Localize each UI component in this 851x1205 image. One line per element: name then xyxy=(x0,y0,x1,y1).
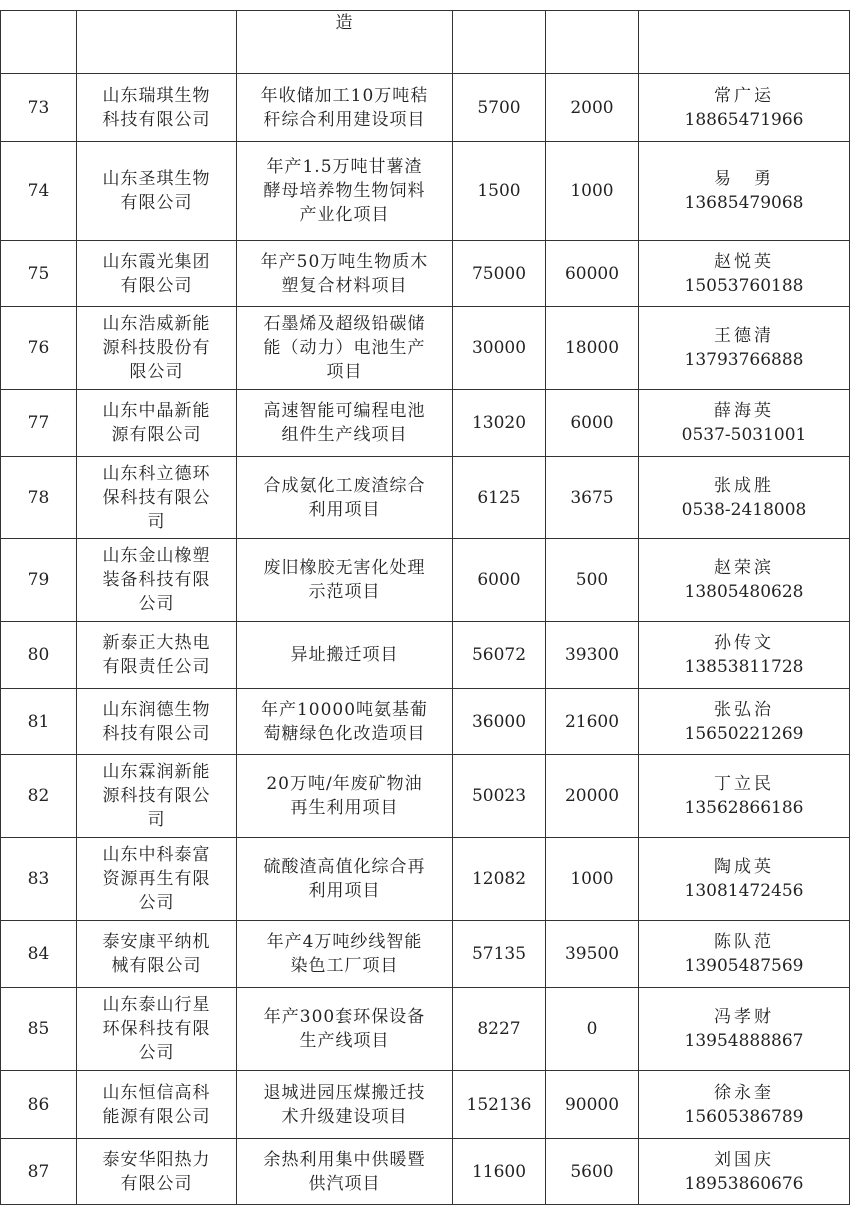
company-line: 环保科技有限 xyxy=(102,1019,211,1039)
company-line: 公司 xyxy=(138,594,175,614)
project-line: 硫酸渣高值化综合再 xyxy=(263,857,426,877)
company-line: 保科技有限公 xyxy=(102,487,211,508)
company-line: 限公司 xyxy=(129,362,184,382)
table-row xyxy=(1,838,850,921)
company-line: 山东泰山行星 xyxy=(102,995,211,1015)
table-row xyxy=(1,390,850,457)
contact-phone: 13081472456 xyxy=(684,881,804,901)
cell-project xyxy=(237,622,453,689)
project-line: 利用项目 xyxy=(308,881,381,901)
project-line: 塑复合材料项目 xyxy=(281,275,408,296)
contact-name: 常广运 xyxy=(714,85,774,106)
table-row xyxy=(1,74,850,142)
table-row xyxy=(1,1139,850,1205)
company-line: 泰安华阳热力 xyxy=(102,1149,211,1170)
project-line: 利用项目 xyxy=(308,499,381,520)
cell-investment: 56072 xyxy=(453,622,546,689)
contact-name: 徐永奎 xyxy=(714,1082,774,1103)
company-line: 山东润德生物 xyxy=(102,699,211,720)
table-row xyxy=(1,307,850,390)
project-line: 年收储加工10万吨秸 xyxy=(260,85,429,106)
cell-company xyxy=(77,755,237,838)
table-row xyxy=(1,689,850,755)
cell-completed: 18000 xyxy=(546,307,639,390)
company-line: 山东恒信高科 xyxy=(102,1082,211,1103)
cell-investment: 8227 xyxy=(453,988,546,1071)
project-line: 异址搬迁项目 xyxy=(290,645,399,665)
cell-company xyxy=(77,1071,237,1139)
cell-contact xyxy=(639,11,850,74)
cell-completed: 39300 xyxy=(546,622,639,689)
company-line: 源科技股份有 xyxy=(102,338,211,358)
contact-name: 孙传文 xyxy=(714,633,774,653)
project-line: 产业化项目 xyxy=(299,205,390,225)
table-row xyxy=(1,755,850,838)
project-line: 废旧橡胶无害化处理 xyxy=(263,558,426,578)
cell-contact xyxy=(639,838,850,921)
cell-no: 74 xyxy=(1,142,77,241)
cell-contact xyxy=(639,689,850,755)
cell-project xyxy=(237,539,453,622)
company-line: 山东霖润新能 xyxy=(102,762,211,782)
cell-project: 造 xyxy=(237,11,453,74)
cell-company xyxy=(77,307,237,390)
company-line: 泰安康平纳机 xyxy=(102,932,211,952)
table-row xyxy=(1,241,850,307)
cell-no: 76 xyxy=(1,307,77,390)
cell-company xyxy=(77,390,237,457)
contact-phone: 13793766888 xyxy=(684,350,804,370)
table-row xyxy=(1,622,850,689)
company-line: 新泰正大热电 xyxy=(102,633,211,653)
contact-name: 赵悦英 xyxy=(714,251,774,272)
contact-name: 薛海英 xyxy=(714,401,774,421)
table-body xyxy=(1,11,850,1205)
cell-contact xyxy=(639,1071,850,1139)
cell-contact xyxy=(639,307,850,390)
project-line: 余热利用集中供暖暨 xyxy=(263,1149,426,1170)
contact-name: 刘国庆 xyxy=(714,1149,774,1170)
company-line: 山东圣琪生物 xyxy=(102,169,211,189)
company-line: 资源再生有限 xyxy=(102,869,211,889)
cell-company xyxy=(77,142,237,241)
company-line: 山东金山橡塑 xyxy=(102,546,211,566)
contact-name: 冯孝财 xyxy=(714,1007,774,1027)
cell-contact xyxy=(639,921,850,988)
cell-company xyxy=(77,74,237,142)
cell-contact xyxy=(639,142,850,241)
project-line: 退城进园压煤搬迁技 xyxy=(263,1082,426,1103)
company-line: 源有限公司 xyxy=(111,425,202,445)
cell-investment: 13020 xyxy=(453,390,546,457)
cell-project xyxy=(237,1139,453,1205)
contact-name: 王德清 xyxy=(714,326,774,346)
project-line: 术升级建设项目 xyxy=(281,1106,408,1127)
project-line: 生产线项目 xyxy=(299,1031,390,1051)
cell-completed: 1000 xyxy=(546,838,639,921)
cell-investment: 6125 xyxy=(453,457,546,539)
company-line: 山东中晶新能 xyxy=(102,401,211,421)
cell-company xyxy=(77,457,237,539)
cell-no: 84 xyxy=(1,921,77,988)
cell-contact xyxy=(639,622,850,689)
cell-project xyxy=(237,838,453,921)
cell-completed: 500 xyxy=(546,539,639,622)
cell-project xyxy=(237,921,453,988)
cell-no: 82 xyxy=(1,755,77,838)
cell-contact xyxy=(639,755,850,838)
contact-name: 丁立民 xyxy=(714,774,774,794)
contact-phone: 15053760188 xyxy=(684,275,804,296)
company-line: 司 xyxy=(147,511,166,532)
cell-company xyxy=(77,689,237,755)
cell-contact xyxy=(639,1139,850,1205)
contact-name: 陈队范 xyxy=(714,932,774,952)
contact-name: 张成胜 xyxy=(714,475,774,496)
company-line: 山东霞光集团 xyxy=(102,251,211,272)
cell-investment: 57135 xyxy=(453,921,546,988)
cell-completed: 6000 xyxy=(546,390,639,457)
cell-investment: 6000 xyxy=(453,539,546,622)
cell-no: 86 xyxy=(1,1071,77,1139)
contact-name: 易 勇 xyxy=(714,169,774,189)
cell-no: 81 xyxy=(1,689,77,755)
cell-no: 73 xyxy=(1,74,77,142)
cell-completed: 60000 xyxy=(546,241,639,307)
project-line: 供汽项目 xyxy=(308,1173,381,1194)
cell-investment: 12082 xyxy=(453,838,546,921)
cell-no: 83 xyxy=(1,838,77,921)
company-line: 山东中科泰富 xyxy=(102,845,211,865)
project-line: 萄糖绿色化改造项目 xyxy=(263,723,426,744)
project-line: 合成氨化工废渣综合 xyxy=(263,475,426,496)
contact-phone: 13805480628 xyxy=(684,582,804,602)
company-line: 司 xyxy=(147,810,166,830)
cell-contact xyxy=(639,457,850,539)
company-line: 科技有限公司 xyxy=(102,109,211,130)
cell-contact xyxy=(639,390,850,457)
project-line: 年产10000吨氨基葡 xyxy=(260,699,429,720)
cell-company xyxy=(77,622,237,689)
company-line: 科技有限公司 xyxy=(102,723,211,744)
company-line: 装备科技有限 xyxy=(102,570,211,590)
cell-project xyxy=(237,1071,453,1139)
company-line: 山东科立德环 xyxy=(102,463,211,484)
cell-completed: 5600 xyxy=(546,1139,639,1205)
cell-investment: 30000 xyxy=(453,307,546,390)
contact-name: 陶成英 xyxy=(714,857,774,877)
contact-phone: 15650221269 xyxy=(684,723,804,744)
company-line: 山东浩威新能 xyxy=(102,314,211,334)
cell-no: 78 xyxy=(1,457,77,539)
cell-company xyxy=(77,1139,237,1205)
cell-company xyxy=(77,241,237,307)
cell-investment: 11600 xyxy=(453,1139,546,1205)
table-row-continued xyxy=(1,11,850,74)
cell-completed: 0 xyxy=(546,988,639,1071)
contact-name: 赵荣滨 xyxy=(714,558,774,578)
cell-contact xyxy=(639,539,850,622)
project-table xyxy=(0,10,850,1205)
contact-phone: 13954888867 xyxy=(684,1031,804,1051)
table-row xyxy=(1,1071,850,1139)
cell-project xyxy=(237,74,453,142)
company-line: 有限责任公司 xyxy=(102,657,211,677)
cell-completed xyxy=(546,11,639,74)
cell-company xyxy=(77,921,237,988)
cell-investment xyxy=(453,11,546,74)
contact-phone: 0538-2418008 xyxy=(681,499,807,520)
contact-phone: 13685479068 xyxy=(684,193,804,213)
cell-investment: 5700 xyxy=(453,74,546,142)
cell-project xyxy=(237,241,453,307)
table-row xyxy=(1,539,850,622)
cell-contact xyxy=(639,241,850,307)
project-line: 秆综合利用建设项目 xyxy=(263,109,426,130)
cell-completed: 39500 xyxy=(546,921,639,988)
project-line: 组件生产线项目 xyxy=(281,425,408,445)
contact-phone: 15605386789 xyxy=(684,1106,804,1127)
project-line: 年产300套环保设备 xyxy=(263,1007,426,1027)
cell-project xyxy=(237,689,453,755)
project-line: 年产1.5万吨甘薯渣 xyxy=(266,157,423,177)
project-line: 年产4万吨纱线智能 xyxy=(266,932,423,952)
cell-completed: 20000 xyxy=(546,755,639,838)
cell-project xyxy=(237,457,453,539)
cell-investment: 1500 xyxy=(453,142,546,241)
table-row xyxy=(1,457,850,539)
company-line: 有限公司 xyxy=(120,275,193,296)
company-line: 源科技有限公 xyxy=(102,786,211,806)
cell-project xyxy=(237,988,453,1071)
contact-phone: 0537-5031001 xyxy=(681,425,807,445)
cell-project xyxy=(237,390,453,457)
company-line: 公司 xyxy=(138,893,175,913)
cell-no xyxy=(1,11,77,74)
cell-no: 85 xyxy=(1,988,77,1071)
cell-completed: 21600 xyxy=(546,689,639,755)
cell-project xyxy=(237,307,453,390)
project-line: 年产50万吨生物质木 xyxy=(260,251,429,272)
table-row xyxy=(1,142,850,241)
project-line: 再生利用项目 xyxy=(290,798,399,818)
contact-phone: 13853811728 xyxy=(684,657,804,677)
table-row xyxy=(1,988,850,1071)
company-line: 公司 xyxy=(138,1043,175,1063)
company-line: 有限公司 xyxy=(120,1173,193,1194)
cell-no: 80 xyxy=(1,622,77,689)
cell-company xyxy=(77,988,237,1071)
cell-investment: 50023 xyxy=(453,755,546,838)
company-line: 有限公司 xyxy=(120,193,193,213)
cell-investment: 75000 xyxy=(453,241,546,307)
cell-completed: 3675 xyxy=(546,457,639,539)
cell-completed: 2000 xyxy=(546,74,639,142)
project-line: 项目 xyxy=(326,362,363,382)
cell-company xyxy=(77,11,237,74)
contact-phone: 13905487569 xyxy=(684,956,804,976)
cell-no: 87 xyxy=(1,1139,77,1205)
cell-no: 75 xyxy=(1,241,77,307)
contact-phone: 18865471966 xyxy=(684,109,804,130)
project-line: 染色工厂项目 xyxy=(290,956,399,976)
cell-company xyxy=(77,838,237,921)
cell-investment: 36000 xyxy=(453,689,546,755)
project-line: 石墨烯及超级铅碳储 xyxy=(263,314,426,334)
company-line: 山东瑞琪生物 xyxy=(102,85,211,106)
project-line: 能（动力）电池生产 xyxy=(263,338,426,358)
cell-project xyxy=(237,755,453,838)
project-line: 酵母培养物生物饲料 xyxy=(263,181,426,201)
project-line: 高速智能可编程电池 xyxy=(263,401,426,421)
company-line: 械有限公司 xyxy=(111,956,202,976)
table-row xyxy=(1,921,850,988)
cell-company xyxy=(77,539,237,622)
cell-contact xyxy=(639,988,850,1071)
contact-name: 张弘治 xyxy=(714,699,774,720)
company-line: 能源有限公司 xyxy=(102,1106,211,1127)
contact-phone: 18953860676 xyxy=(684,1173,804,1194)
cell-project xyxy=(237,142,453,241)
cell-investment: 152136 xyxy=(453,1071,546,1139)
cell-completed: 1000 xyxy=(546,142,639,241)
project-line: 20万吨/年废矿物油 xyxy=(266,774,423,794)
contact-phone: 13562866186 xyxy=(684,798,804,818)
cell-no: 77 xyxy=(1,390,77,457)
project-line: 示范项目 xyxy=(308,582,381,602)
cell-contact xyxy=(639,74,850,142)
cell-completed: 90000 xyxy=(546,1071,639,1139)
cell-no: 79 xyxy=(1,539,77,622)
